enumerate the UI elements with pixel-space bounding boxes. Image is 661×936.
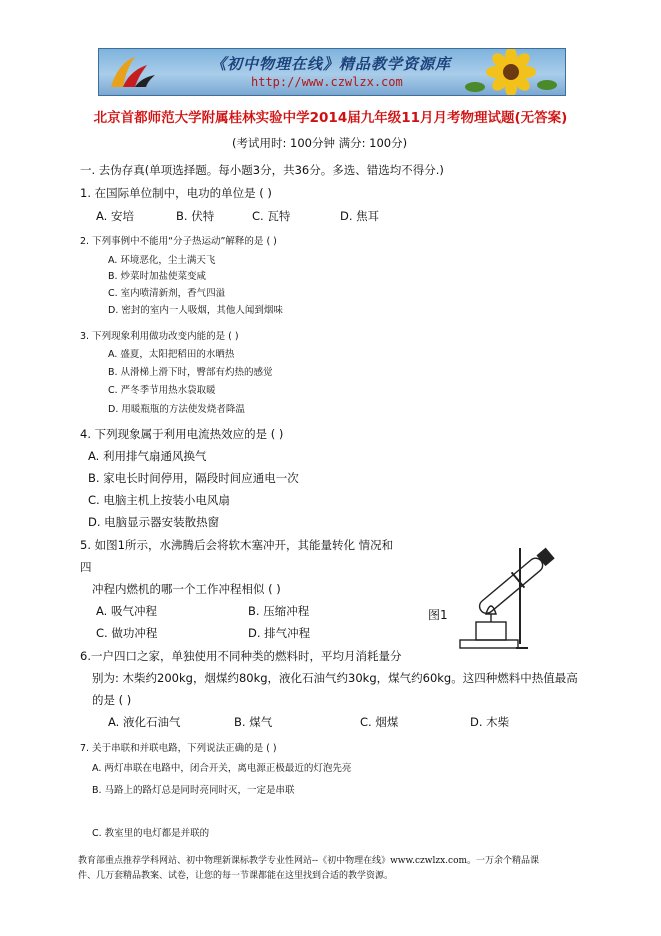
site-logo-icon	[105, 53, 161, 91]
header-banner	[98, 48, 566, 96]
sunflower-icon	[463, 49, 559, 95]
section-heading: 一. 去伪存真(单项选择题。每小题3分，共36分。多选、错选均不得分.)	[80, 163, 444, 177]
q7-option-c: C. 教室里的电灯都是并联的	[92, 828, 210, 839]
question-5-stem-line3: 冲程内燃机的哪一个工作冲程相似 ( )	[92, 582, 281, 596]
q5-option-d: D. 排气冲程	[248, 626, 311, 640]
q1-option-b: B. 伏特	[176, 209, 215, 223]
q5-option-a: A. 吸气冲程	[96, 604, 157, 618]
q6-option-b: B. 煤气	[234, 715, 273, 729]
q2-option-b: B. 炒菜时加盐使菜变咸	[108, 271, 207, 282]
q3-option-d: D. 用暖瓶瓶的方法使发烧者降温	[108, 404, 245, 415]
question-1-stem: 1. 在国际单位制中，电功的单位是 ( )	[80, 186, 272, 200]
q7-option-b: B. 马路上的路灯总是同时亮同时灭，一定是串联	[92, 785, 295, 796]
q1-option-c: C. 瓦特	[252, 209, 291, 223]
test-tube-apparatus-diagram	[458, 540, 562, 652]
footer-line-1: 教育部重点推荐学科网站、初中物理新课标教学专业性网站--《初中物理在线》www.czwlzx.com。一万余个精品课	[78, 856, 540, 866]
page-title: 北京首都师范大学附属桂林实验中学2014届九年级11月月考物理试题(无答案)	[93, 110, 568, 126]
q4-option-b: B. 家电长时间停用，隔段时间应通电一次	[88, 471, 299, 485]
question-6-stem-line3: 的是 ( )	[92, 693, 132, 707]
q6-option-d: D. 木柴	[470, 715, 510, 729]
q1-option-a: A. 安培	[96, 209, 134, 223]
q2-option-c: C. 室内喷清新剂，香气四溢	[108, 288, 226, 299]
q5-option-c: C. 做功冲程	[96, 626, 158, 640]
q7-option-a: A. 两灯串联在电路中，闭合开关，离电源正极最近的灯泡先亮	[92, 763, 352, 774]
question-5-stem-line1: 5. 如图1所示，水沸腾后会将软木塞冲开，其能量转化 情况和	[80, 538, 394, 552]
question-4-stem: 4. 下列现象属于利用电流热效应的是 ( )	[80, 427, 284, 441]
question-6-stem-line1: 6.一户四口之家，单独使用不同种类的燃料时，平均月消耗量分	[80, 649, 402, 663]
figure-1-label: 图1	[428, 608, 448, 622]
q6-option-a: A. 液化石油气	[108, 715, 181, 729]
question-5-stem-line2: 四	[80, 560, 92, 574]
question-2-stem: 2. 下列事例中不能用“分子热运动”解释的是 ( )	[80, 236, 277, 247]
q3-option-a: A. 盛夏，太阳把稻田的水晒热	[108, 349, 235, 360]
q4-option-c: C. 电脑主机上按装小电风扇	[88, 493, 230, 507]
exam-info: (考试用时: 100分钟 满分: 100分)	[232, 136, 408, 150]
question-3-stem: 3. 下列现象利用做功改变内能的是 ( )	[80, 331, 239, 342]
banner-url: http://www.czwlzx.com	[251, 75, 403, 89]
q6-option-c: C. 烟煤	[360, 715, 399, 729]
q2-option-a: A. 环境恶化，尘土满天飞	[108, 255, 216, 266]
q4-option-a: A. 利用排气扇通风换气	[88, 449, 207, 463]
q3-option-b: B. 从滑梯上滑下时，臀部有灼热的感觉	[108, 367, 273, 378]
banner-title: 《初中物理在线》精品教学资源库	[211, 55, 452, 73]
question-7-stem: 7. 关于串联和并联电路，下列说法正确的是 ( )	[80, 743, 277, 754]
footer-line-2: 件、几万套精品教案、试卷，让您的每一节课都能在这里找到合适的教学资源。	[78, 871, 394, 881]
q3-option-c: C. 严冬季节用热水袋取暖	[108, 385, 216, 396]
q2-option-d: D. 密封的室内一人吸烟，其他人闻到烟味	[108, 305, 283, 316]
q4-option-d: D. 电脑显示器安装散热窗	[88, 515, 220, 529]
q1-option-d: D. 焦耳	[340, 209, 380, 223]
q5-option-b: B. 压缩冲程	[248, 604, 310, 618]
page-footer	[78, 854, 598, 884]
question-6-stem-line2: 别为: 木柴约200kg，烟煤约80kg，液化石油气约30kg，煤气约60kg。这四种燃料中热值最高	[92, 671, 578, 685]
